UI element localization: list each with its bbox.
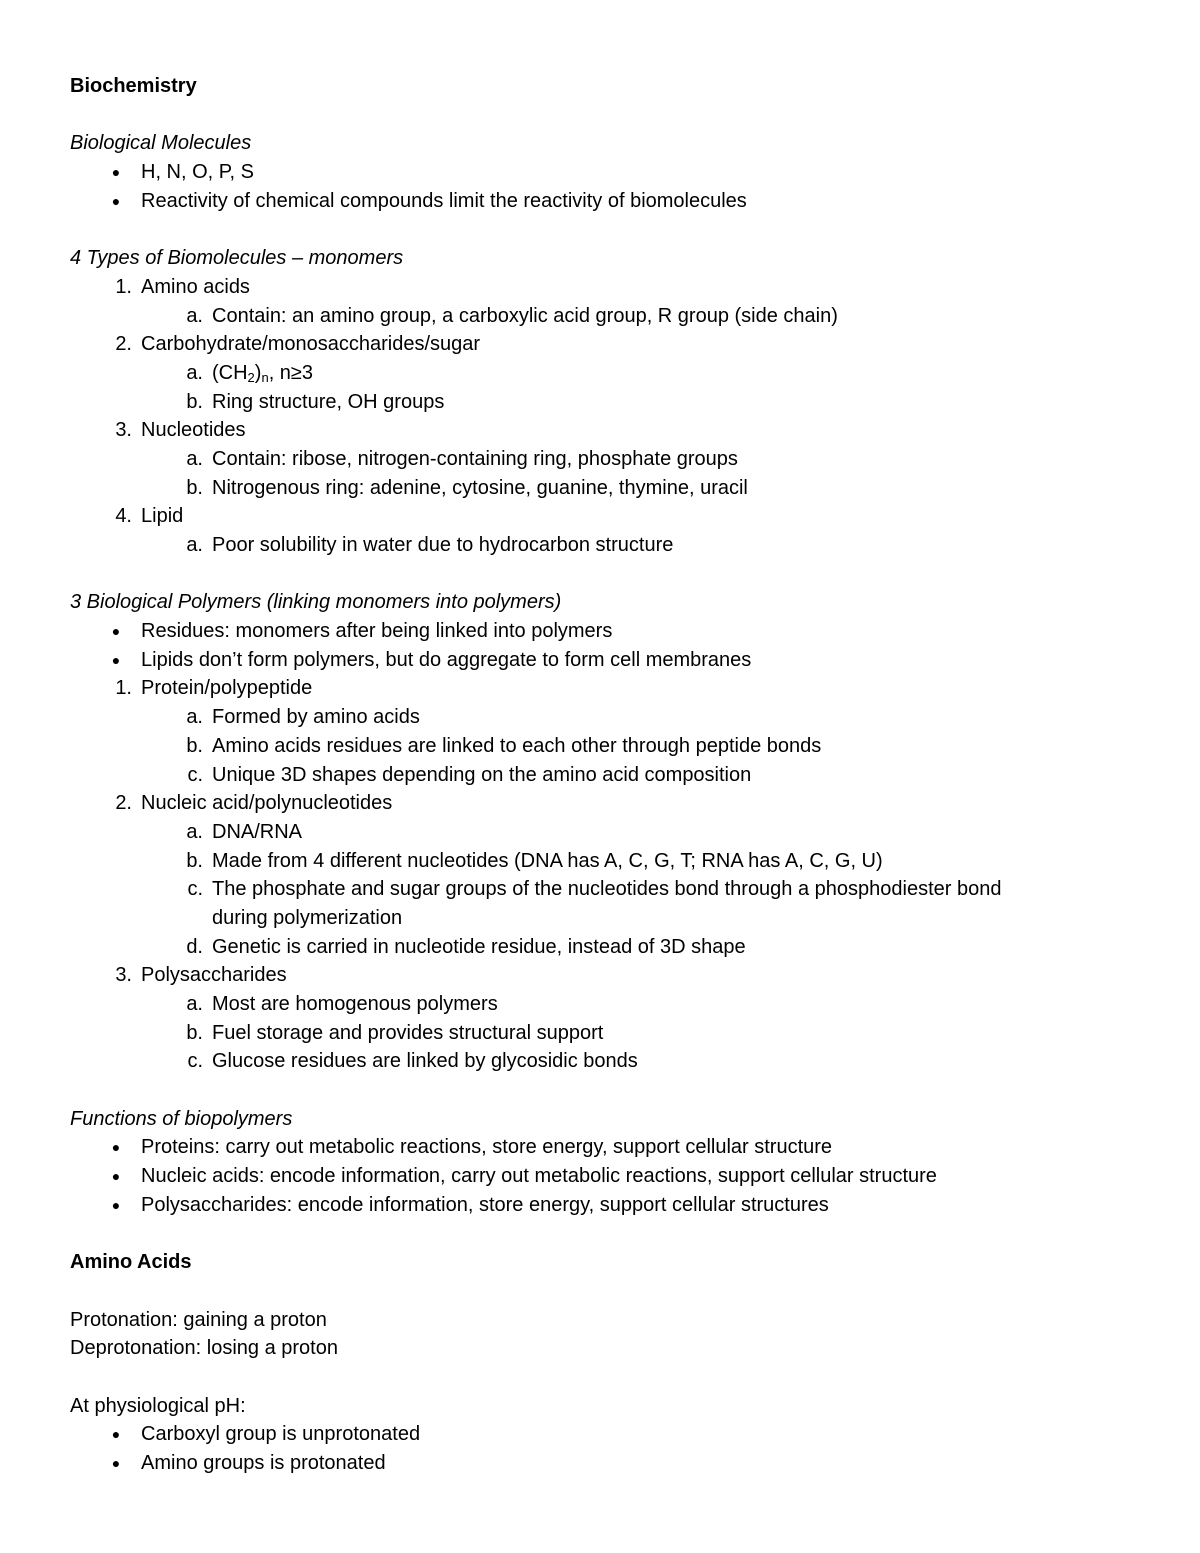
section-heading-types-of-biomolecules: 4 Types of Biomolecules – monomers (70, 247, 404, 270)
sub-list-item-continuation (70, 904, 1150, 933)
bullet-text: Lipids don’t form polymers, but do aggregate to form cell membranes (141, 648, 752, 671)
bullet-item (70, 617, 1150, 646)
sub-list-item (70, 818, 1150, 847)
sub-list-letter: a. (186, 361, 203, 384)
bullet-text: Amino groups is protonated (141, 1452, 386, 1474)
spacer (70, 101, 1150, 130)
sub-list-item (70, 703, 1150, 732)
bullet-item (70, 1191, 1150, 1220)
list-item (70, 273, 1150, 302)
sub-list-letter: d. (186, 935, 203, 958)
spacer (70, 215, 1150, 244)
list-number: 1. (115, 275, 132, 298)
formula-part: (CH (212, 361, 248, 384)
bullet-item (70, 158, 1150, 187)
bullet-text: H, N, O, P, S (141, 161, 254, 184)
list-number: 4. (115, 505, 132, 528)
sub-list-letter: a. (186, 447, 203, 470)
sub-list-letter: b. (186, 1021, 203, 1044)
sub-list-item (70, 445, 1150, 474)
list-item-text: Nucleic acid/polynucleotides (141, 792, 393, 815)
bullet-item (70, 646, 1150, 675)
bullet-icon: ● (111, 1139, 121, 1156)
sub-list-item (70, 474, 1150, 503)
spacer (70, 1076, 1150, 1105)
sub-list-text: Ring structure, OH groups (212, 390, 445, 413)
sub-list-text: Poor solubility in water due to hydrocarbon structure (212, 534, 674, 556)
spacer (70, 560, 1150, 589)
sub-list-letter: a. (186, 706, 203, 729)
sub-list-text: Contain: an amino group, a carboxylic acid group, R group (side chain) (212, 304, 838, 327)
bullet-item (70, 1133, 1150, 1162)
sub-list-text: Unique 3D shapes depending on the amino acid composition (212, 763, 752, 786)
spacer (70, 1277, 1150, 1306)
bullet-text: Residues: monomers after being linked into polymers (141, 620, 613, 643)
formula-subscript: 2 (247, 369, 255, 385)
sub-list-item (70, 388, 1150, 417)
sub-list-letter: b. (186, 390, 203, 413)
sub-list-text: during polymerization (212, 906, 403, 929)
formula-text (212, 362, 313, 384)
bullet-icon: ● (111, 1168, 121, 1185)
formula-part: , n≥3 (268, 361, 314, 384)
bullet-text: Polysaccharides: encode information, store energy, support cellular structures (141, 1193, 829, 1216)
sub-list-item (70, 359, 1150, 388)
sub-list-letter: a. (186, 820, 203, 843)
sub-list-text: Fuel storage and provides structural support (212, 1021, 604, 1044)
definition-line: Protonation: gaining a proton (70, 1308, 327, 1331)
physiological-ph-heading: At physiological pH: (70, 1394, 246, 1417)
definition-line: Deprotonation: losing a proton (70, 1337, 338, 1360)
sub-list-item (70, 847, 1150, 876)
bullet-text: Proteins: carry out metabolic reactions, store energy, support cellular structure (141, 1136, 833, 1159)
sub-list-letter: c. (187, 763, 203, 786)
bullet-icon: ● (111, 623, 121, 640)
sub-list-letter: c. (187, 878, 203, 901)
list-item (70, 502, 1150, 531)
spacer (70, 1363, 1150, 1392)
sub-list-text: Nitrogenous ring: adenine, cytosine, guanine, thymine, uracil (212, 476, 748, 499)
list-item-text: Protein/polypeptide (141, 677, 313, 700)
sub-list-letter: a. (186, 993, 203, 1015)
sub-list-letter: b. (186, 476, 203, 499)
formula-part: ) (254, 361, 262, 384)
sub-list-item (70, 990, 1150, 1019)
bullet-icon: ● (111, 651, 121, 668)
sub-list-text: The phosphate and sugar groups of the nucleotides bond through a phosphodiester bond (212, 878, 1002, 901)
list-item-text: Lipid (141, 505, 184, 528)
list-number: 2. (115, 333, 132, 356)
section-heading-functions-of-biopolymers: Functions of biopolymers (70, 1107, 293, 1130)
bullet-icon: ● (111, 164, 121, 181)
sub-list-text: Made from 4 different nucleotides (DNA has A, C, G, T; RNA has A, C, G, U) (212, 849, 883, 872)
list-item-text: Amino acids (141, 275, 250, 298)
list-item (70, 961, 1150, 990)
list-number: 3. (115, 964, 132, 987)
sub-list-text: Glucose residues are linked by glycosidic bonds (212, 1050, 638, 1073)
bullet-icon: ● (111, 1455, 121, 1471)
sub-list-text: Contain: ribose, nitrogen-containing ring, phosphate groups (212, 447, 738, 470)
list-item (70, 674, 1150, 703)
sub-list-item (70, 1047, 1150, 1076)
formula-subscript: n (261, 369, 269, 385)
bullet-text: Nucleic acids: encode information, carry out metabolic reactions, support cellular structure (141, 1165, 937, 1188)
sub-list-text: Genetic is carried in nucleotide residue, instead of 3D shape (212, 935, 746, 958)
document-title: Biochemistry (70, 75, 197, 97)
bullet-item (70, 1162, 1150, 1191)
sub-list-item (70, 933, 1150, 962)
bullet-icon: ● (111, 1426, 121, 1443)
sub-list-text: Amino acids residues are linked to each other through peptide bonds (212, 734, 822, 757)
section-heading-biological-polymers: 3 Biological Polymers (linking monomers into polymers) (70, 591, 562, 614)
sub-list-item (70, 761, 1150, 790)
bullet-text: Reactivity of chemical compounds limit the reactivity of biomolecules (141, 189, 747, 212)
sub-list-letter: a. (186, 534, 203, 556)
sub-list-item (70, 531, 1150, 560)
sub-list-item (70, 302, 1150, 331)
list-item (70, 330, 1150, 359)
sub-list-item (70, 1019, 1150, 1048)
list-item (70, 416, 1150, 445)
list-item (70, 789, 1150, 818)
bullet-item (70, 187, 1150, 216)
section-heading-biological-molecules: Biological Molecules (70, 132, 252, 155)
spacer (70, 1220, 1150, 1249)
document-page (70, 72, 1150, 1478)
sub-list-item (70, 875, 1150, 904)
bullet-icon: ● (111, 1196, 121, 1213)
sub-list-item (70, 732, 1150, 761)
list-number: 2. (115, 792, 132, 815)
sub-list-letter: b. (186, 849, 203, 872)
list-number: 1. (115, 677, 132, 700)
sub-list-letter: a. (186, 304, 203, 327)
bullet-item (70, 1420, 1150, 1449)
list-number: 3. (115, 419, 132, 442)
sub-list-text: Most are homogenous polymers (212, 993, 498, 1015)
sub-list-text: Formed by amino acids (212, 706, 420, 729)
list-item-text: Nucleotides (141, 419, 246, 442)
sub-list-letter: b. (186, 734, 203, 757)
list-item-text: Carbohydrate/monosaccharides/sugar (141, 333, 481, 356)
bullet-text: Carboxyl group is unprotonated (141, 1423, 421, 1446)
sub-list-letter: c. (187, 1050, 203, 1073)
section-heading-amino-acids: Amino Acids (70, 1251, 192, 1274)
bullet-item (70, 1449, 1150, 1478)
bullet-icon: ● (111, 192, 121, 209)
list-item-text: Polysaccharides (141, 964, 287, 987)
sub-list-text: DNA/RNA (212, 820, 303, 843)
